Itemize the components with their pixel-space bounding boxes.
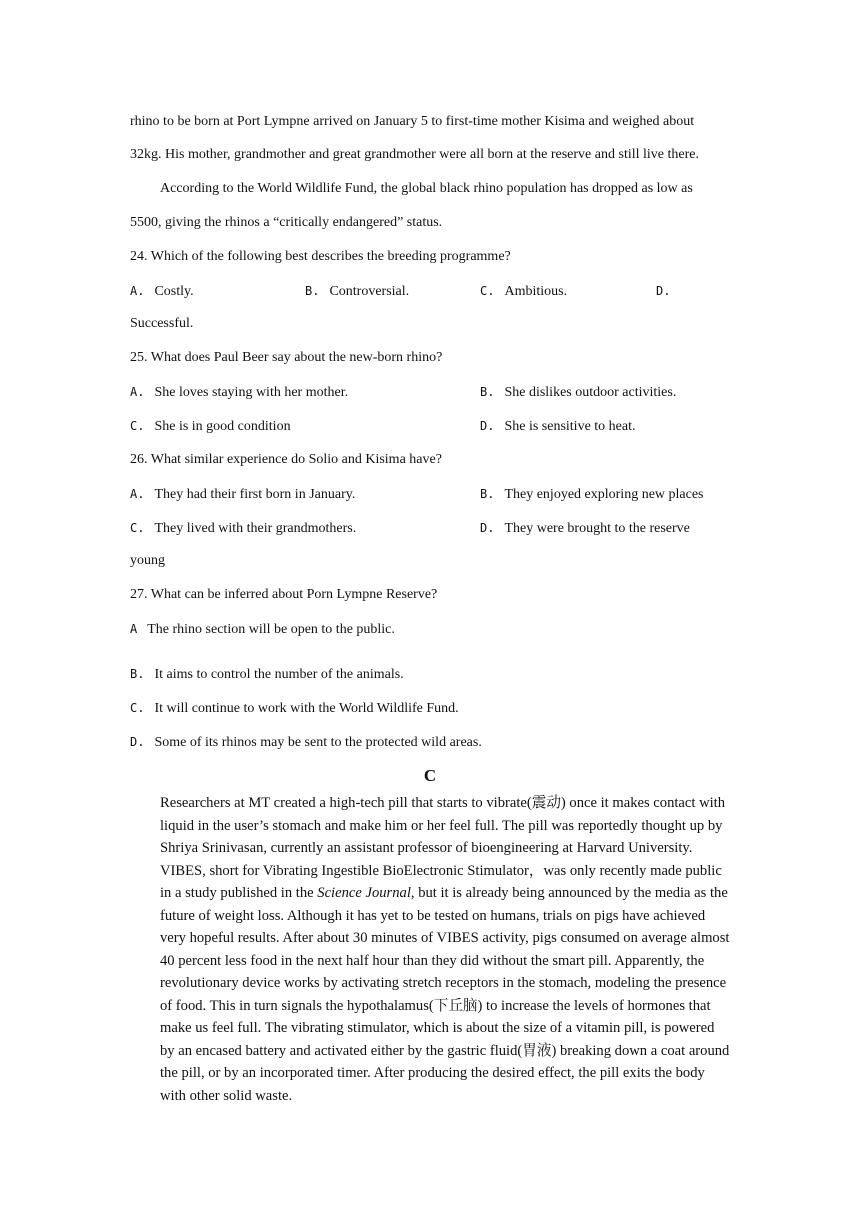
question-24-stem: 24. Which of the following best describes the breeding programme? [130,249,511,264]
q25-option-d-letter: D. [480,419,495,433]
p2-text-after: , but it is already being announced by the media as the future of weight loss. Although it has yet to be tested on humans, trials on pigs have achieved very hopeful results. After about 30 minutes of VIBES activity, pigs consumed on average almost 40 percent less food in the next half hour than they did without the smart pill. Apparently, the revolutionary device works by activating stretch receptors in the stomach, modeling the presence of food. This in turn signals the hypothalamus(下丘脑) to increase the levels of hormones that make us feel full. The vibrating stimulator, which is about the size of a vitamin pill, is powered by an encased battery and activated either by the gastric fluid(胃液) breaking down a coat around the pill, or by an incorporated timer. After producing the desired effect, the pill exits the body with other solid waste. [160,885,730,1104]
q25-option-a-letter: A. [130,385,145,399]
q25-option-c-letter: C. [130,419,145,433]
intro-line-3: According to the World Wildlife Fund, the global black rhino population has dropped as low as [160,181,693,196]
q24-option-b-letter: B. [305,284,320,298]
q25-option-d-text: She is sensitive to heat. [504,419,636,434]
q25-option-c [130,418,291,435]
q27-option-a-letter: A [130,622,138,636]
q24-option-d-text: Successful. [130,316,194,331]
q24-option-d-letter: D. [656,284,671,298]
q24-option-a [130,283,194,300]
question-27-stem: 27. What can be inferred about Porn Lympne Reserve? [130,587,438,602]
q24-option-c-text: Ambitious. [504,284,568,299]
intro-line-4: 5500, giving the rhinos a “critically endangered” status. [130,215,443,230]
q26-option-d [480,520,690,537]
q24-option-a-letter: A. [130,284,145,298]
q26-option-c-letter: C. [130,521,145,535]
q24-option-c [480,283,567,300]
q24-option-d [656,283,680,300]
q26-option-b-text: They enjoyed exploring new places [504,487,704,502]
q24-option-b-text: Controversial. [329,284,410,299]
q26-option-b-letter: B. [480,487,495,501]
q24-option-c-letter: C. [480,284,495,298]
section-c-paragraph-1: Researchers at MT created a high-tech pill that starts to vibrate(震动) once it makes contact with liquid in the user’s stomach and make him or her feel full. The pill was reportedly thought up by Shriya Srinivasan, currently an assistant professor of bioengineering at Harvard University. [160,795,726,856]
q25-option-a [130,384,348,401]
q26-option-b [480,486,704,503]
q26-option-d-letter: D. [480,521,495,535]
q25-option-b-text: She dislikes outdoor activities. [504,385,677,400]
q27-option-b [130,666,404,683]
q27-option-d-text: Some of its rhinos may be sent to the protected wild areas. [154,735,482,750]
section-c-paragraph-2 [130,860,730,1108]
q25-option-a-text: She loves staying with her mother. [154,385,349,400]
intro-line-1: rhino to be born at Port Lympne arrived on January 5 to first-time mother Kisima and weighed about [130,114,695,129]
q25-option-b [480,384,676,401]
q26-option-c-text: They lived with their grandmothers. [154,521,357,536]
q27-option-a [130,621,395,638]
intro-line-2: 32kg. His mother, grandmother and great grandmother were all born at the reserve and still live there. [130,147,699,162]
q26-option-a [130,486,355,503]
q26-option-c [130,520,356,537]
question-26-stem: 26. What similar experience do Solio and Kisima have? [130,452,442,467]
q24-option-b [305,283,409,300]
q26-option-d-wrap: young [130,553,165,568]
q26-option-a-letter: A. [130,487,145,501]
q27-option-c [130,700,459,717]
question-25-stem: 25. What does Paul Beer say about the new-born rhino? [130,350,443,365]
q27-option-c-text: It will continue to work with the World Wildlife Fund. [154,701,459,716]
q26-option-d-text: They were brought to the reserve [504,521,690,536]
q25-option-c-text: She is in good condition [154,419,291,434]
q27-option-d [130,734,482,751]
q27-option-a-text: The rhino section will be open to the public. [147,622,395,637]
q26-option-a-text: They had their first born in January. [154,487,356,502]
q27-option-b-letter: B. [130,667,145,681]
q25-option-b-letter: B. [480,385,495,399]
q27-option-c-letter: C. [130,701,145,715]
q24-option-a-text: Costly. [154,284,194,299]
p2-text-before: VIBES, short for Vibrating Ingestible BioElectronic Stimulator，was only recently made public in a study published in the [160,862,722,901]
journal-title: Science Journal [317,885,411,901]
q25-option-d [480,418,636,435]
q27-option-b-text: It aims to control the number of the animals. [154,667,404,682]
section-c-heading: C [423,766,437,785]
section-c-body [130,792,730,1107]
q27-option-d-letter: D. [130,735,145,749]
